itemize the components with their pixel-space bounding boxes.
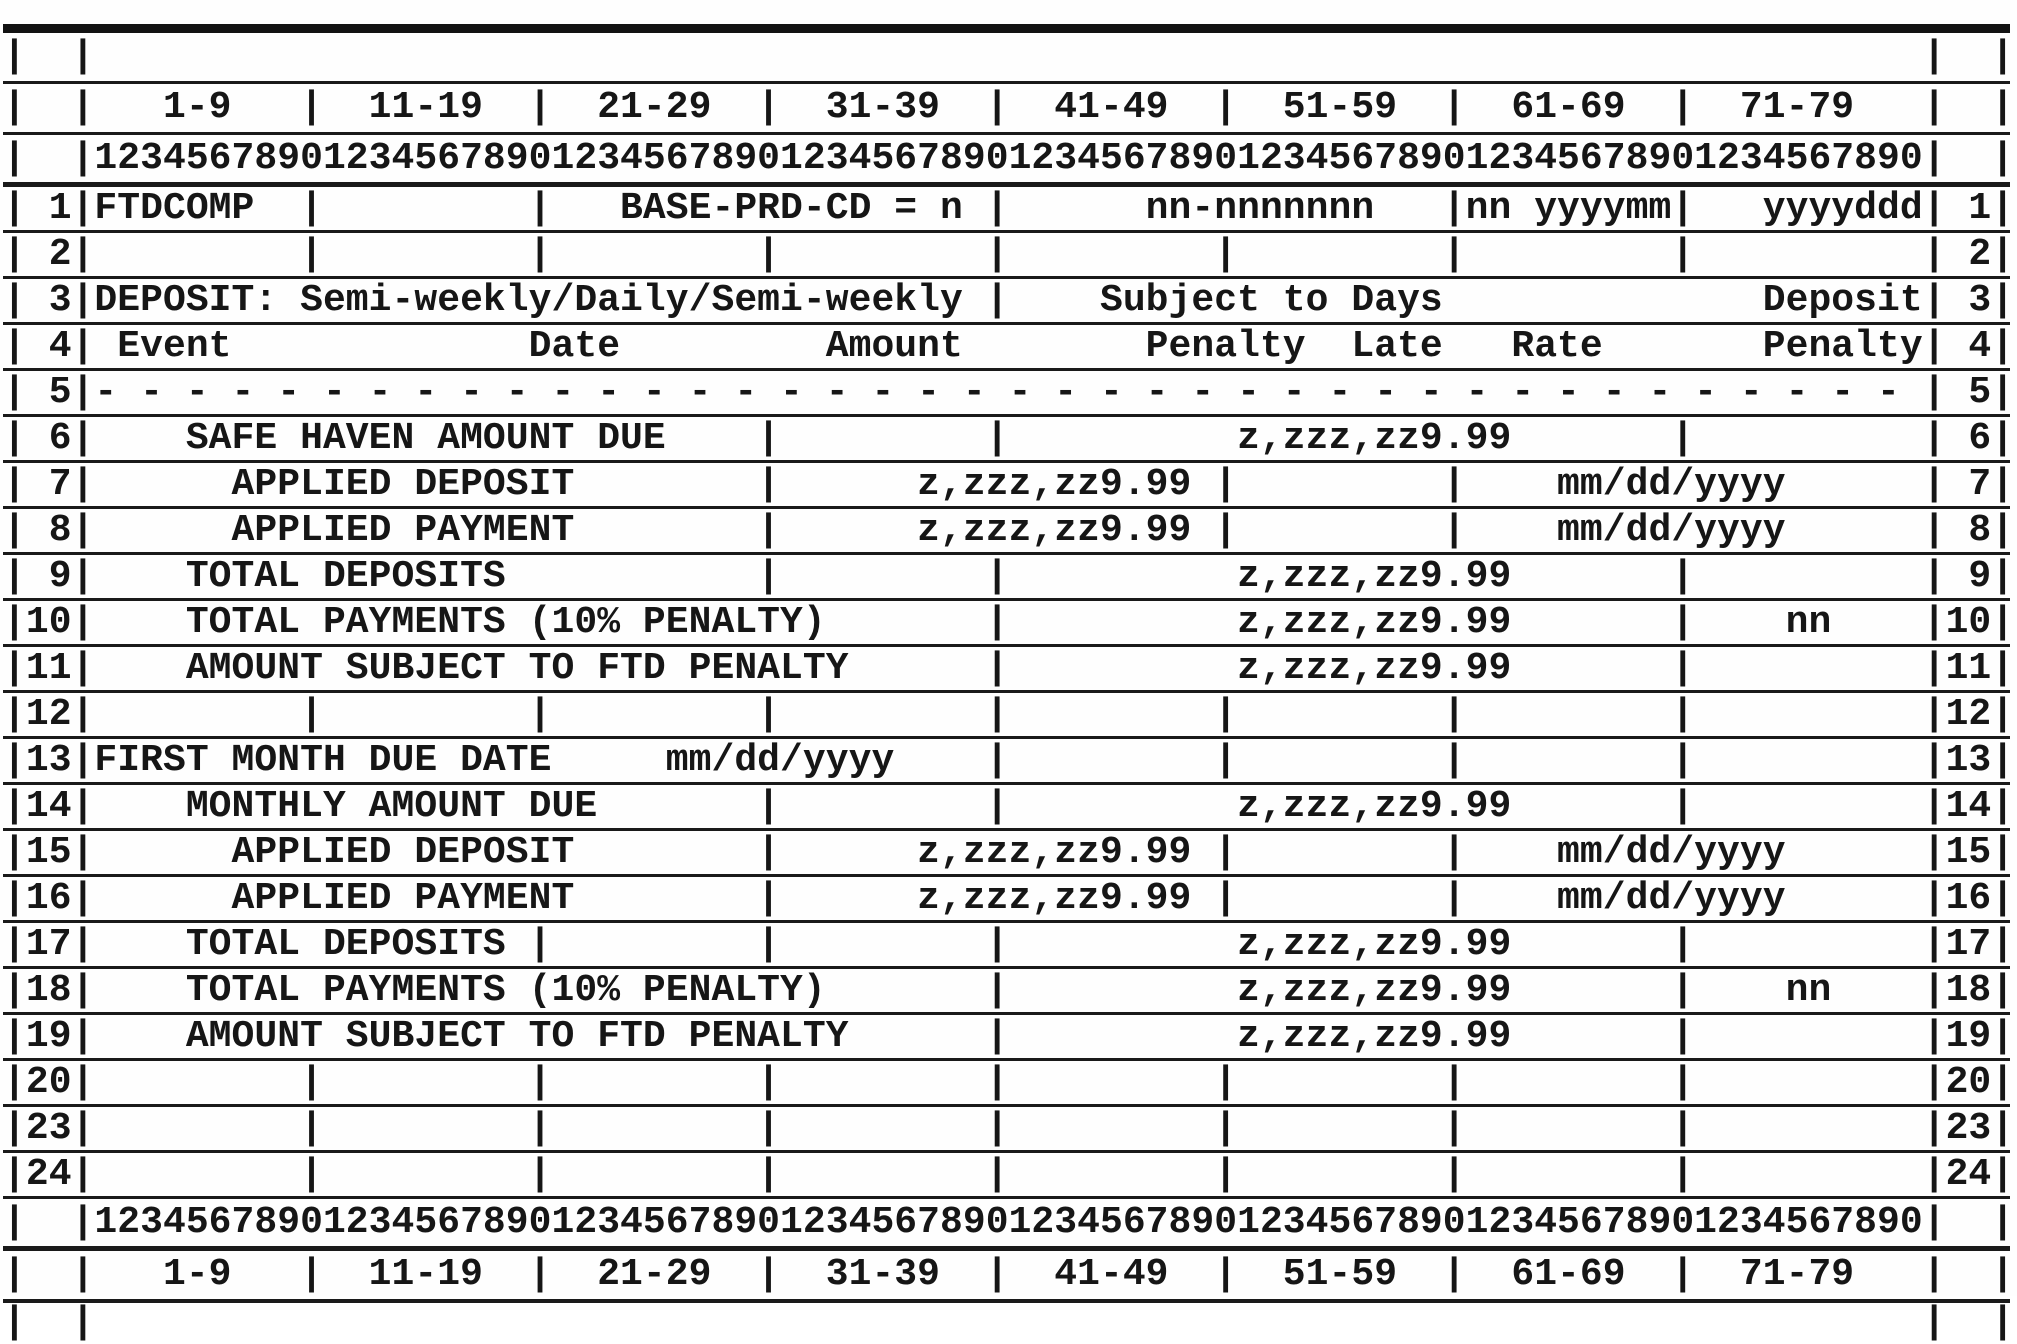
screen-row-8: | 8| APPLIED PAYMENT | z,zzz,zz9.99 | | mm/dd/yyyy | 8| (3, 509, 2010, 555)
screen-row-12: |12| | | | | | | | |12| (3, 693, 2010, 739)
column-groups-top: | | 1-9 | 11-19 | 21-29 | 31-39 | 41-49 | 51-59 | 61-69 | 71-79 | | (3, 84, 2010, 135)
screen-row-2: | 2| | | | | | | | | 2| (3, 233, 2010, 279)
screen-row-6: | 6| SAFE HAVEN AMOUNT DUE | | z,zzz,zz9.99 | | 6| (3, 417, 2010, 463)
screen-row-5: | 5|- - - - - - - - - - - - - - - - - - - - - - - - - - - - - - - - - - - - - - - - | 5| (3, 371, 2010, 417)
screen-row-18: |18| TOTAL PAYMENTS (10% PENALTY) | z,zzz,zz9.99 | nn |18| (3, 969, 2010, 1015)
bottom-stub: | | | | (3, 1301, 2015, 1344)
top-border-bar (3, 24, 2010, 33)
screen-row-17: |17| TOTAL DEPOSITS | | | z,zzz,zz9.99 | |17| (3, 923, 2010, 969)
screen-row-9: | 9| TOTAL DEPOSITS | | z,zzz,zz9.99 | | 9| (3, 555, 2010, 601)
screen-row-20: |20| | | | | | | | |20| (3, 1061, 2010, 1107)
column-ruler-bottom: | |12345678901234567890123456789012345678901234567890123456789012345678901234567890| | (3, 1199, 2010, 1251)
screen-row-24: |24| | | | | | | | |24| (3, 1153, 2010, 1199)
screen-row-19: |19| AMOUNT SUBJECT TO FTD PENALTY | z,zzz,zz9.99 | |19| (3, 1015, 2010, 1061)
column-ruler-top: | |12345678901234567890123456789012345678901234567890123456789012345678901234567890| | (3, 135, 2010, 187)
top-strip: | | | | (3, 33, 2010, 84)
column-groups-bottom: | | 1-9 | 11-19 | 21-29 | 31-39 | 41-49 | 51-59 | 61-69 | 71-79 | | (3, 1251, 2010, 1303)
screen-row-13: |13|FIRST MONTH DUE DATE mm/dd/yyyy | | | | |13| (3, 739, 2010, 785)
screen-row-10: |10| TOTAL PAYMENTS (10% PENALTY) | z,zzz,zz9.99 | nn |10| (3, 601, 2010, 647)
screen-row-3: | 3|DEPOSIT: Semi-weekly/Daily/Semi-weekly | Subject to Days Deposit| 3| (3, 279, 2010, 325)
screen-row-4: | 4| Event Date Amount Penalty Late Rate Penalty| 4| (3, 325, 2010, 371)
screen-row-23: |23| | | | | | | | |23| (3, 1107, 2010, 1153)
screen-row-15: |15| APPLIED DEPOSIT | z,zzz,zz9.99 | | mm/dd/yyyy |15| (3, 831, 2010, 877)
screen-row-1: | 1|FTDCOMP | | BASE-PRD-CD = n | nn-nnnnnnn |nn yyyymm| yyyyddd| 1| (3, 187, 2010, 233)
screen-row-14: |14| MONTHLY AMOUNT DUE | | z,zzz,zz9.99 | |14| (3, 785, 2010, 831)
screen-grid (3, 33, 2017, 1344)
screen-row-11: |11| AMOUNT SUBJECT TO FTD PENALTY | z,zzz,zz9.99 | |11| (3, 647, 2010, 693)
screen-row-7: | 7| APPLIED DEPOSIT | z,zzz,zz9.99 | | mm/dd/yyyy | 7| (3, 463, 2010, 509)
screen-row-16: |16| APPLIED PAYMENT | z,zzz,zz9.99 | | mm/dd/yyyy |16| (3, 877, 2010, 923)
